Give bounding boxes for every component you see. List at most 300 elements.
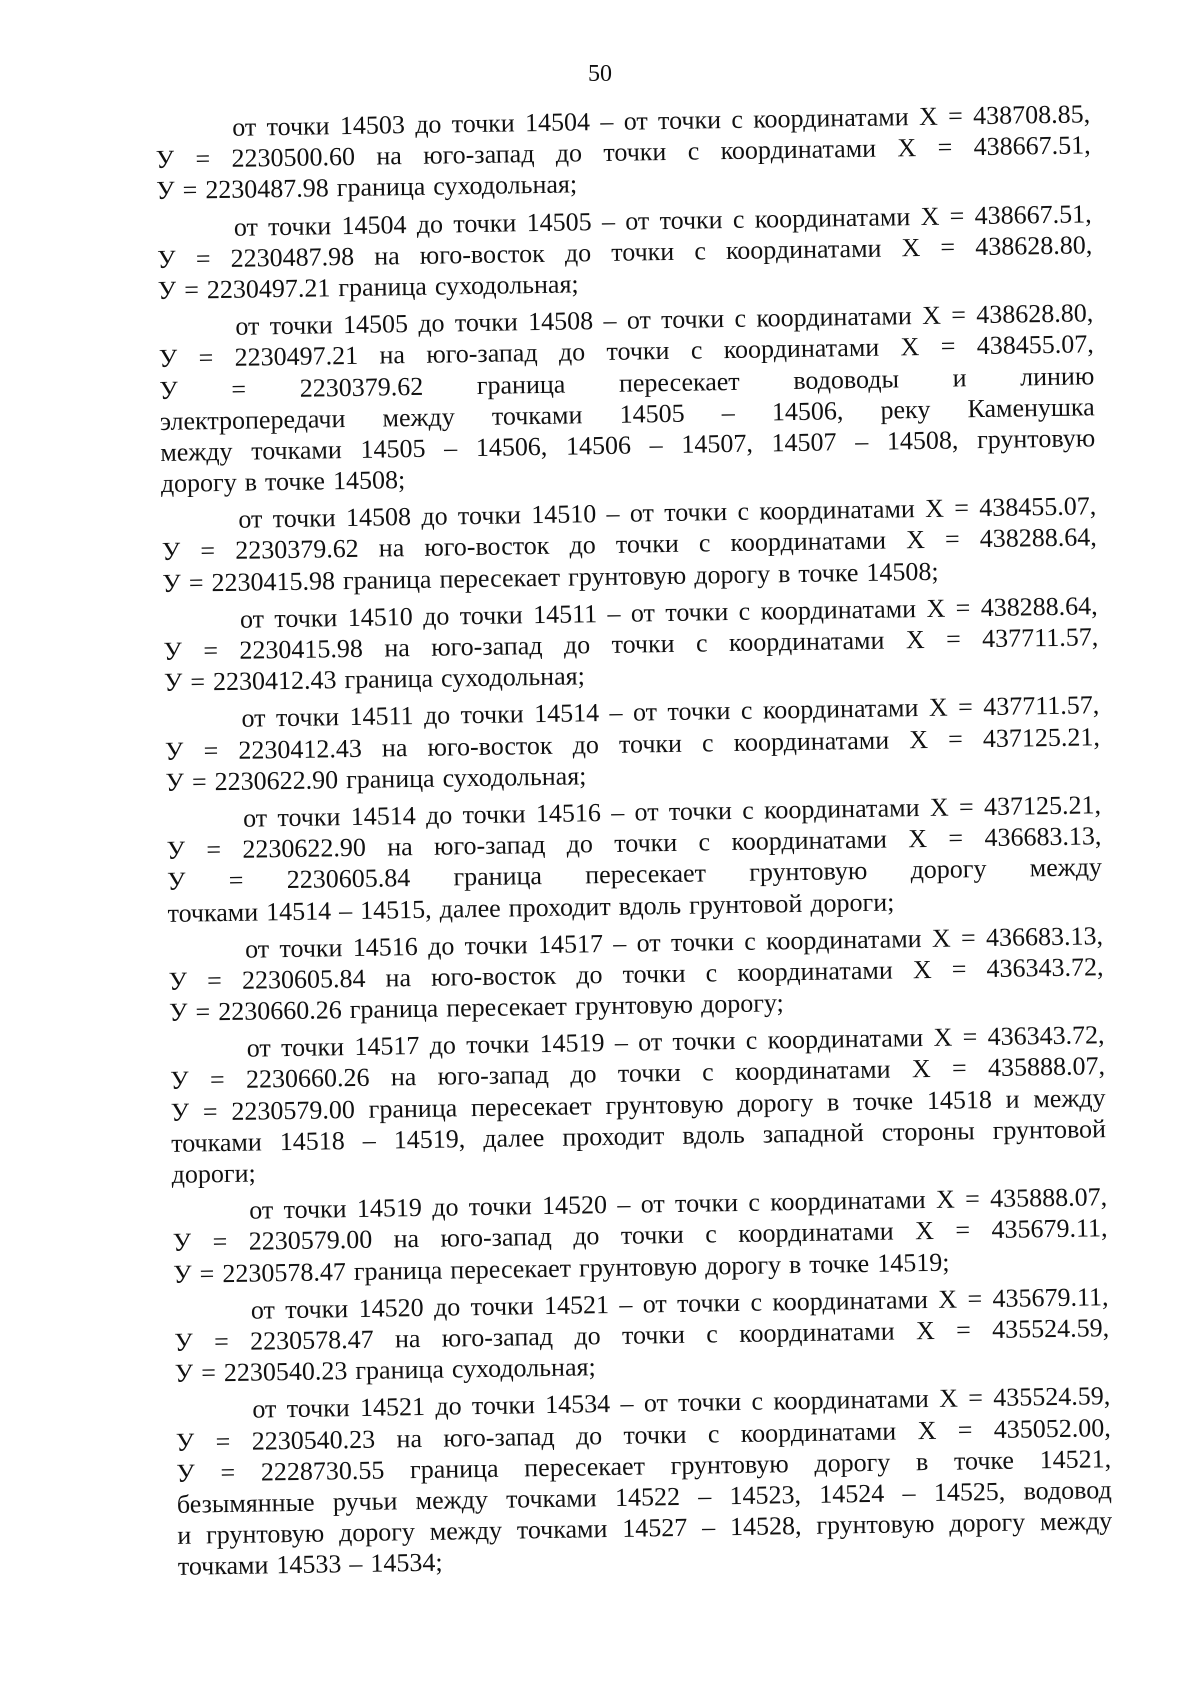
word: точки [611, 628, 675, 659]
word: 14504 [341, 209, 407, 240]
word: 437125.21, [983, 790, 1102, 822]
word: 435052.00, [993, 1412, 1111, 1444]
word: точки [665, 596, 729, 627]
word: на [373, 240, 400, 271]
word: = [195, 243, 211, 274]
word: на [379, 340, 406, 370]
word: У [174, 1358, 194, 1388]
word: юго-запад [422, 139, 535, 170]
word: 14516 [535, 798, 602, 829]
word: до [433, 1292, 461, 1322]
word: Х [915, 1315, 936, 1346]
word: 14525, [933, 1476, 1006, 1507]
word: 14520 [541, 1190, 608, 1221]
word: точки [269, 310, 333, 341]
word: пересекает [445, 991, 568, 1023]
word: 14519; [876, 1247, 950, 1278]
word: 14514 [350, 800, 416, 831]
word: в [788, 1249, 802, 1279]
word: Х [909, 724, 929, 754]
word: точками [167, 896, 259, 928]
word: 2230540.23 [251, 1424, 376, 1456]
word: = [947, 101, 963, 131]
word: – [607, 598, 621, 628]
word: точки [611, 236, 675, 267]
word: от [623, 106, 648, 136]
word: У [175, 1427, 195, 1457]
word: – [721, 397, 735, 427]
word: 2230578.47 [222, 1256, 347, 1288]
word: = [206, 965, 223, 996]
word: пересекает [585, 858, 707, 890]
word: 2230540.23 [223, 1356, 348, 1388]
word: до [435, 1391, 462, 1422]
word: = [220, 1457, 236, 1487]
word: 14505 [342, 309, 409, 340]
word: координатами [740, 1416, 897, 1448]
word: точки [657, 105, 722, 136]
word: от [625, 205, 650, 236]
word: с [698, 827, 711, 857]
word: от [239, 604, 265, 634]
word: юго-запад [431, 630, 543, 662]
word: на [394, 1323, 421, 1354]
word: дорогу [949, 1507, 1026, 1538]
word: У [166, 835, 186, 866]
word: координатами [754, 201, 911, 234]
word: до [431, 1192, 459, 1222]
word: с [706, 1319, 719, 1349]
word: 14518 [279, 1125, 345, 1156]
word: до [558, 337, 586, 367]
word: Каменушка [967, 391, 1095, 423]
paragraph [157, 198, 1093, 306]
word: Х [929, 792, 949, 822]
word: точки [459, 600, 523, 631]
word: = [937, 132, 953, 162]
word: на [376, 141, 403, 171]
word: 14503 [339, 110, 406, 141]
word: 2230379.62 [234, 534, 359, 566]
word: = [198, 343, 214, 373]
document-body [155, 98, 1113, 1588]
word: до [416, 209, 444, 239]
paragraph [164, 690, 1100, 798]
word: с [695, 628, 708, 658]
word: граница [342, 564, 432, 595]
word: точки [623, 1419, 687, 1450]
word: до [572, 729, 600, 760]
word: точки [676, 1287, 741, 1318]
word: точки [659, 204, 723, 235]
word: координатами [733, 725, 890, 757]
word: координатами [762, 693, 919, 725]
word: 14507 [771, 427, 837, 458]
word: 2230487.98 [230, 241, 355, 273]
word: между [1039, 1506, 1113, 1537]
word: 438288.64, [979, 522, 1098, 554]
word: юго-запад [437, 1060, 550, 1092]
word: точки [283, 1194, 347, 1225]
word: точки [267, 210, 332, 241]
word: водовод [1023, 1475, 1112, 1506]
word: суходольная; [440, 661, 586, 693]
word: У [176, 1458, 196, 1488]
word: граница [345, 763, 435, 794]
word: 14515, [359, 894, 432, 925]
word: вдоль [618, 890, 682, 921]
word: координатами [756, 301, 913, 333]
word: координатами [773, 1384, 930, 1416]
word: точки [603, 137, 667, 168]
word: водоводы [793, 363, 900, 395]
word: – [609, 698, 623, 728]
word: от [642, 1288, 667, 1319]
word: 14519 [539, 1028, 605, 1059]
word: с [745, 1025, 758, 1056]
word: = [948, 823, 964, 853]
word: 14508 [345, 502, 412, 533]
word: в [244, 467, 258, 497]
word: – [697, 1481, 712, 1511]
word: до [418, 308, 445, 339]
word: и [952, 362, 967, 393]
word: Х [901, 232, 921, 263]
word: точки [614, 828, 678, 858]
word: до [429, 1030, 457, 1061]
word: 435679.11, [991, 1213, 1108, 1245]
word: точки [453, 207, 517, 238]
word: = [200, 536, 216, 566]
word: 2228730.55 [260, 1455, 385, 1487]
word: 14510 [530, 499, 597, 530]
word: от [252, 1394, 277, 1424]
word: в [915, 1446, 929, 1476]
word: на [381, 732, 408, 763]
word: с [734, 303, 747, 334]
paragraph [175, 1380, 1113, 1582]
word: координатами [767, 1023, 924, 1055]
word: 14506, [771, 395, 844, 427]
word: суходольная; [451, 1352, 596, 1384]
word: = [231, 374, 247, 404]
word: и [1005, 1084, 1020, 1114]
word: точки [465, 1029, 530, 1060]
word: У [173, 1259, 192, 1289]
word: У [172, 1227, 192, 1258]
word: юго-восток [427, 730, 553, 762]
word: 2230579.00 [231, 1094, 356, 1126]
word: Х [908, 824, 928, 854]
word: координатами [769, 1185, 926, 1217]
word: пересекает [450, 1253, 572, 1285]
word: от [244, 933, 270, 964]
word: от [634, 797, 659, 827]
word: 2230660.26 [217, 995, 342, 1027]
word: с [751, 1386, 764, 1417]
word: = [968, 1383, 984, 1413]
word: = [950, 300, 967, 330]
word: точки [454, 307, 519, 338]
word: У [163, 636, 183, 666]
word: координатами [765, 923, 922, 956]
word: суходольная; [442, 761, 587, 793]
word: Х [918, 101, 938, 131]
word: 14511 [532, 598, 598, 629]
word: с [705, 958, 718, 988]
paragraph [163, 590, 1099, 698]
word: от [643, 1388, 669, 1418]
word: У [157, 275, 177, 305]
word: У [170, 1097, 190, 1127]
word: до [575, 1420, 603, 1451]
word: точками [516, 1514, 608, 1545]
word: 436683.13, [984, 821, 1102, 853]
word: с [731, 104, 744, 134]
word: – [701, 1512, 716, 1542]
word: пересекает [618, 366, 740, 398]
word: точками [505, 1483, 597, 1514]
word: линию [1019, 360, 1095, 391]
word: 14522 [614, 1481, 681, 1512]
word: граница [338, 271, 428, 303]
word: 14508; [332, 465, 406, 496]
word: – [443, 433, 458, 463]
word: = [190, 667, 206, 697]
word: юго-восток [430, 960, 557, 992]
word: Х [911, 1054, 931, 1084]
word: граница [344, 663, 434, 695]
word: от [235, 311, 260, 341]
word: 14514 [533, 698, 600, 729]
word: от [241, 703, 266, 734]
word: от [636, 927, 661, 958]
word: = [955, 1215, 971, 1245]
word: между [1029, 852, 1103, 883]
word: грунтовую [816, 1508, 935, 1540]
word: суходольная; [434, 269, 579, 301]
word: на [385, 962, 412, 993]
word: У [155, 176, 175, 206]
word: 2230412.43 [238, 733, 363, 765]
word: на [378, 533, 405, 563]
word: 14508; [866, 556, 939, 587]
word: до [576, 959, 603, 990]
word: на [384, 633, 411, 663]
word: Х [905, 624, 925, 655]
word: У [162, 568, 182, 598]
word: 14514 [265, 895, 332, 926]
word: от [249, 1195, 274, 1225]
word: 14519 [356, 1193, 423, 1224]
word: 2230622.90 [214, 764, 339, 796]
word: = [195, 997, 211, 1027]
word: 14521 [543, 1289, 610, 1320]
word: грунтовую [578, 1251, 698, 1283]
word: между [429, 1515, 503, 1546]
word: координатами [730, 526, 887, 558]
word: безымянные [176, 1487, 315, 1519]
word: 436343.72, [987, 1020, 1105, 1052]
word: точки [615, 529, 680, 560]
word: координатами [737, 955, 893, 987]
word: координатами [760, 593, 917, 626]
word: между [1033, 1082, 1106, 1113]
word: с [707, 1418, 720, 1448]
word: до [569, 530, 596, 560]
word: с [737, 496, 750, 527]
word: грунтовой [992, 1114, 1107, 1145]
word: 437711.57, [981, 622, 1099, 654]
word: до [555, 138, 583, 168]
word: Х [905, 525, 926, 555]
word: – [613, 928, 627, 958]
word: и [177, 1520, 192, 1550]
page-number: 50 [588, 61, 612, 87]
word: далее [439, 893, 501, 924]
word: – [601, 206, 616, 236]
word: до [564, 237, 592, 268]
paragraph [161, 491, 1097, 599]
word: 14528, [729, 1511, 802, 1542]
word: 2230578.47 [249, 1324, 374, 1356]
word: 14534; [370, 1547, 443, 1579]
word: от [233, 211, 259, 242]
word: граница [409, 1453, 499, 1484]
word: дорогу [704, 1249, 782, 1281]
word: У [157, 244, 176, 274]
word: с [740, 696, 753, 726]
word: 2230379.62 [299, 371, 424, 403]
word: = [183, 275, 200, 305]
word: точки [279, 932, 343, 963]
word: координатами [752, 102, 909, 134]
word: = [212, 1227, 228, 1257]
word: координатами [720, 133, 877, 166]
word: = [940, 331, 956, 361]
word: У [169, 1066, 189, 1096]
word: У [164, 736, 184, 766]
word: – [619, 1289, 633, 1319]
word: точки [670, 926, 735, 957]
word: с [694, 236, 707, 266]
word: координатами [731, 824, 888, 857]
word: Х [931, 923, 951, 953]
word: 438628.80, [975, 298, 1094, 330]
word: точками [250, 434, 342, 466]
word: 436343.72, [986, 952, 1104, 983]
word: с [698, 528, 711, 558]
word: проходит [562, 1120, 665, 1152]
word: – [603, 305, 617, 336]
word: 2230415.98 [239, 633, 364, 665]
word: У [159, 375, 178, 405]
word: пересекает [470, 1090, 592, 1122]
word: 438708.85, [972, 99, 1091, 131]
word: до [427, 931, 455, 961]
word: 435888.07, [987, 1051, 1106, 1083]
word: точки [660, 304, 725, 335]
word: = [955, 1315, 972, 1345]
word: координатами [723, 332, 880, 365]
word: = [947, 723, 964, 754]
word: – [610, 797, 625, 827]
word: = [944, 524, 960, 555]
word: = [951, 954, 967, 984]
word: координатами [738, 1316, 895, 1348]
word: до [421, 501, 448, 532]
word: точке [798, 557, 859, 588]
word: 2230605.84 [286, 863, 411, 895]
word: от [246, 1033, 271, 1063]
word: координатами [734, 1055, 891, 1087]
word: 14527 [622, 1512, 688, 1543]
word: Х [933, 1022, 953, 1053]
word: с [701, 727, 714, 758]
word: 14518 [926, 1084, 993, 1115]
word: – [854, 426, 869, 456]
word: 2230660.26 [245, 1063, 370, 1095]
word: от [630, 598, 656, 628]
word: 14508, [886, 425, 959, 456]
word: ручьи [332, 1486, 398, 1517]
word: на [396, 1423, 423, 1453]
word: 2230579.00 [248, 1225, 373, 1257]
word: = [949, 200, 965, 231]
word: в [777, 558, 791, 588]
word: 14521, [1039, 1443, 1112, 1474]
word: с [738, 596, 751, 626]
word: с [750, 1287, 763, 1317]
word: У [155, 144, 175, 175]
word: от [242, 803, 268, 833]
word: точки [617, 1058, 682, 1089]
word: 435679.11, [992, 1281, 1109, 1313]
word: точки [286, 1393, 350, 1424]
paragraph [166, 789, 1103, 928]
word: = [206, 835, 222, 865]
word: проходит [508, 891, 611, 923]
word: – [349, 1549, 363, 1579]
word: 438455.07, [979, 491, 1097, 523]
word: грунтовую [670, 1448, 789, 1480]
word: координатами [728, 625, 885, 658]
word: У [163, 667, 183, 698]
word: Х [938, 1284, 958, 1314]
word: 14517 [537, 928, 604, 959]
word: = [957, 1414, 973, 1445]
word: = [940, 232, 956, 262]
word: = [213, 1326, 229, 1357]
word: с [701, 1057, 714, 1087]
word: 14521 [359, 1392, 426, 1423]
word: с [687, 136, 700, 166]
word: – [617, 1189, 631, 1220]
word: = [215, 1426, 231, 1456]
word: = [945, 624, 961, 654]
word: граница [336, 172, 426, 203]
word: точки [622, 958, 686, 989]
word: точки [280, 1032, 345, 1063]
word: от [626, 305, 652, 335]
word: точками [177, 1550, 269, 1582]
word: с [705, 1219, 718, 1249]
word: точке [852, 1085, 914, 1116]
word: точки [277, 802, 341, 833]
word: 14505 [360, 433, 426, 464]
word: = [958, 792, 974, 822]
word: точки [677, 1387, 742, 1418]
